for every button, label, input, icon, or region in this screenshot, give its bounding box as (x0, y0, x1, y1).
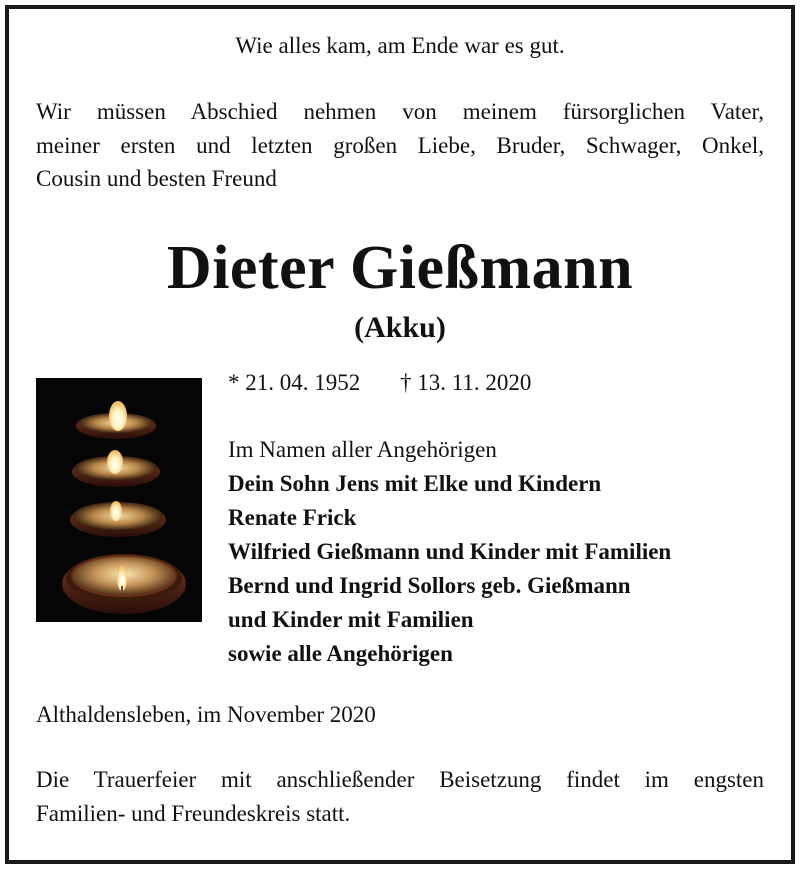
family-name-line: Dein Sohn Jens mit Elke und Kindern (228, 471, 602, 496)
intro-line: Wir müssen Abschied nehmen von meinem fürsorglichen Vater, (36, 99, 764, 124)
family-name-line: und Kinder mit Familien (228, 607, 474, 632)
funeral-info-line: Die Trauerfeier mit anschließender Beisetzung findet im engsten (36, 767, 764, 792)
family-intro: Im Namen aller Angehörigen (228, 437, 497, 462)
family-name-line: Renate Frick (228, 505, 357, 530)
family-name-line: sowie alle Angehörigen (228, 641, 453, 666)
candles-icon (36, 378, 202, 622)
deceased-nickname: (Akku) (354, 311, 446, 344)
funeral-info-line: Familien- und Freundeskreis statt. (36, 800, 351, 826)
family-name-line: Bernd und Ingrid Sollors geb. Gießmann (228, 573, 631, 598)
funeral-info (36, 763, 764, 830)
family-name-line: Wilfried Gießmann und Kinder mit Familien (228, 539, 672, 564)
death-date: † 13. 11. 2020 (400, 370, 532, 395)
intro-text (36, 95, 764, 196)
birth-date: * 21. 04. 1952 (228, 370, 361, 395)
intro-line: Cousin und besten Freund (36, 166, 277, 191)
motto: Wie alles kam, am Ende war es gut. (235, 33, 565, 58)
intro-line: meiner ersten und letzten großen Liebe, Bruder, Schwager, Onkel, (36, 132, 764, 158)
family-signatures (228, 433, 671, 671)
deceased-name: Dieter Gießmann (166, 234, 634, 302)
life-dates (228, 368, 531, 398)
place-and-date: Althaldensleben, im November 2020 (36, 702, 376, 727)
candles-image (36, 378, 202, 622)
